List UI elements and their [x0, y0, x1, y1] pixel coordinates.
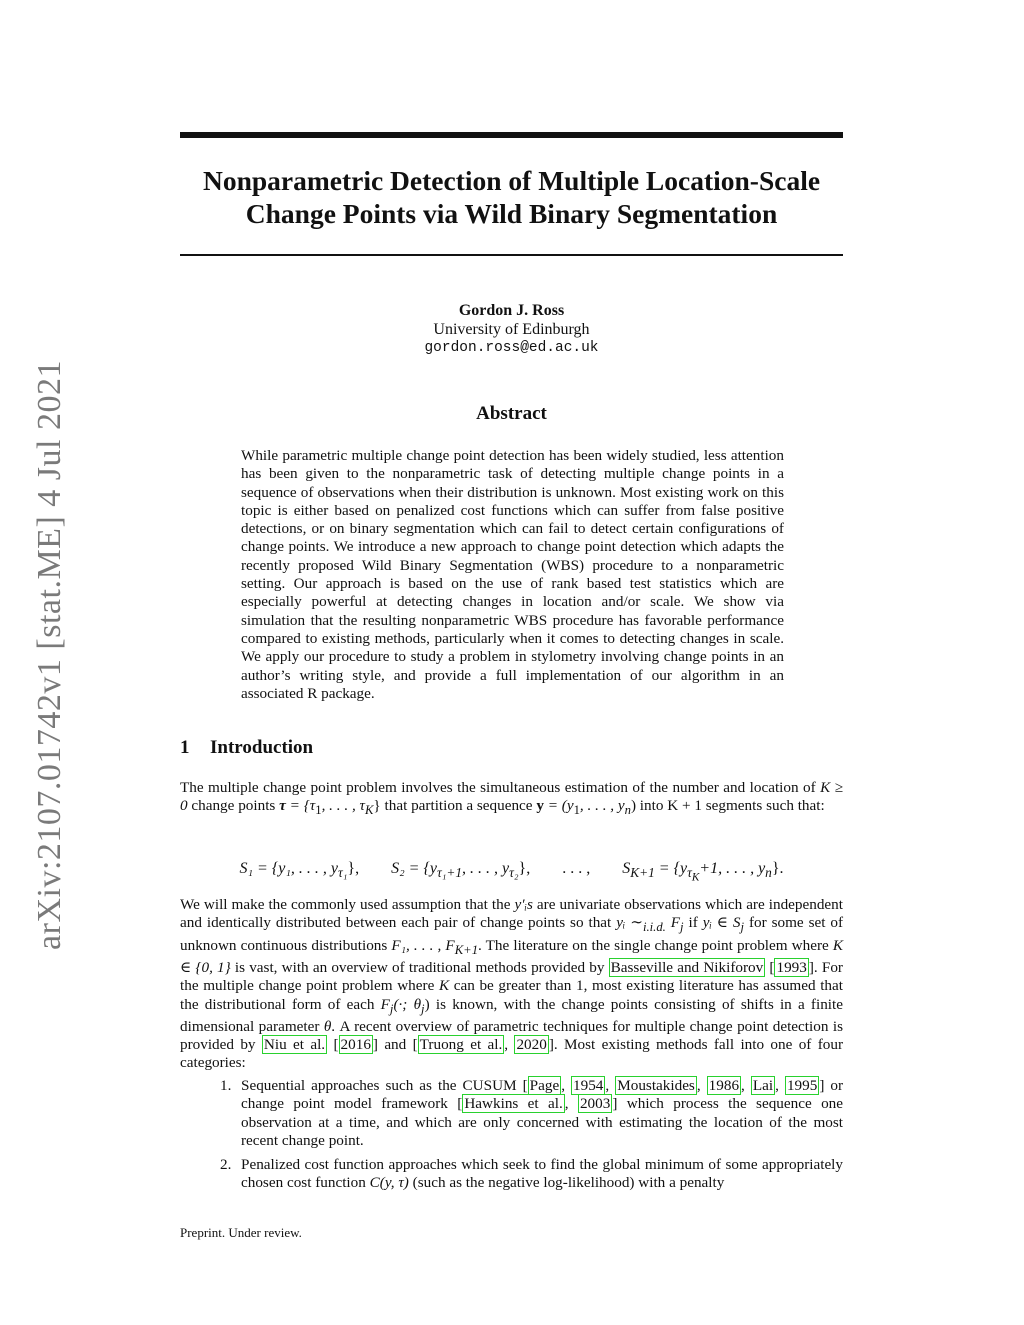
math-run: y — [536, 797, 544, 815]
section-title: Introduction — [210, 737, 314, 758]
eq-sub: τ₂ — [509, 865, 519, 881]
math-run: y′ᵢs — [514, 896, 533, 913]
paper-title — [180, 164, 843, 230]
math-sub: 1 — [573, 803, 580, 818]
list-marker: 1. — [220, 1077, 232, 1094]
eq-run: S — [622, 860, 631, 877]
eq-sub: n — [765, 865, 772, 881]
eq-run: , . . . , y — [462, 860, 510, 877]
text-run: are univariate observations which are independent and identically distributed between each pair of change points so that — [180, 896, 843, 932]
text-run: ) into K + 1 segments such that: — [630, 797, 825, 815]
citation-link[interactable]: Lai — [752, 1077, 774, 1094]
eq-sub: K — [691, 871, 700, 884]
math-sub: K+1 — [454, 942, 479, 957]
section-number: 1 — [180, 737, 190, 758]
intro-paragraph-2: We will make the commonly used assumption that the y′ᵢs are univariate observations which are independent and identically distributed between each pair of change points so that yᵢ $\sim_{i.i.d.}$ $F_j$ if yᵢ ∈ $S_j$ for some set of unknown continuous distributions F₁, . . . , $F_{K+1}$. The literature on the single change point problem where K ∈ {0, 1} is vast, with an overview of traditional methods provided by Basseville and Nikiforov [ 1993 ]. For the multiple change point problem where K can be greater than 1, most existing literature has assumed that the distributional form of each $F_j(\cdot$; $\theta_j$) is known, with the change points consisting of shifts in a finite dimensional parameter θ. A recent overview of parametric techniques for multiple change point detection is provided by Niu et al. [ 2016 ] and [ Truong et al. , 2020 ]. Most existing methods fall into one of four categories: — [180, 896, 844, 1072]
text-run: We will make the commonly used assumption that the — [180, 896, 515, 913]
text-run: . A recent overview of parametric techniques for multiple change point detection is provided by — [180, 1017, 843, 1054]
citation-year-link[interactable]: 2016 — [340, 1036, 371, 1054]
math-sub: j — [389, 1001, 394, 1016]
math-run: K ≥ 0 — [180, 779, 843, 815]
math-sub: n — [624, 803, 631, 818]
text-run: The multiple change point problem involves the simultaneous estimation of the number and location of — [180, 779, 821, 796]
math-run: K ∈ {0, 1} — [180, 936, 844, 976]
eq-run: }, — [518, 860, 531, 877]
text-run: or change point model framework [ — [241, 1077, 844, 1113]
text-run: and — [377, 1036, 413, 1054]
text-run: change points — [187, 797, 280, 815]
math-run: yᵢ ∈ S — [702, 914, 741, 932]
citation-link[interactable]: Niu et al. — [263, 1036, 326, 1054]
author-affiliation: University of Edinburgh — [433, 321, 590, 338]
list-item: 1. Sequential approaches such as the CUSUM [ Page , 1954 , Moustakides , 1986 , Lai , 1995 ] or change point model framework [ Hawkins et al. , 2003 ] which process the sequence one observation at a time, and which are only concerned with estimating the location of the most recent change point. — [220, 1077, 844, 1149]
text-run: Sequential approaches such as the CUSUM [ — [241, 1077, 528, 1094]
math-run: F — [380, 995, 390, 1013]
title-line-2: Change Points via Wild Binary Segmentation — [245, 198, 778, 229]
math-run: F₁, . . . , F — [391, 936, 455, 954]
citation-year-link[interactable]: 2003 — [579, 1095, 611, 1113]
citation-year-link[interactable]: 1986 — [708, 1077, 740, 1094]
math-sub: j — [740, 920, 745, 935]
list-marker: 2. — [220, 1156, 232, 1174]
author-email: gordon.ross@ed.ac.uk — [424, 340, 599, 356]
text-run: . The literature on the single change point problem where — [478, 936, 833, 954]
math-run: C(y, τ) — [369, 1174, 409, 1192]
text-run: Penalized cost function approaches which seek to find the global minimum of some appropriately chosen cost function — [241, 1156, 843, 1192]
eq-sub: τ₁ — [337, 865, 348, 881]
category-list — [180, 1077, 843, 1199]
eq-run: }, — [347, 860, 360, 877]
intro-paragraph-1 — [180, 779, 843, 820]
math-run: τ — [279, 797, 286, 815]
title-bottom-rule — [180, 254, 843, 256]
text-run: . For the multiple change point problem where — [180, 958, 843, 995]
author-name: Gordon J. Ross — [458, 302, 565, 319]
text-run: (such as the negative log-likelihood) with a penalty — [408, 1174, 725, 1192]
eq-run: S₂ = {y — [391, 860, 437, 877]
eq-sub: τ — [687, 865, 692, 881]
citation-year-link[interactable]: 1993 — [776, 958, 807, 976]
citation-link[interactable]: Hawkins et al. — [464, 1095, 563, 1113]
text-run: } that partition a sequence — [373, 797, 537, 815]
segments-equation — [180, 860, 843, 884]
text-run: which process the sequence one observation at a time, and which are only concerned with estimating the location of the most recent change point. — [241, 1095, 844, 1149]
math-sub: 1 — [315, 803, 322, 818]
eq-run: +1, . . . , y — [699, 860, 766, 877]
citation-link[interactable]: Moustakides — [617, 1077, 695, 1094]
math-run: F — [665, 914, 681, 932]
title-top-rule — [180, 132, 843, 138]
math-run: θ — [323, 1017, 332, 1035]
footer-note: Preprint. Under review. — [180, 1225, 302, 1240]
eq-run: S₁ = {y₁, . . . , y — [239, 860, 338, 877]
citation-year-link[interactable]: 1954 — [573, 1077, 604, 1094]
math-run: K — [438, 977, 450, 995]
math-sub: K — [364, 803, 374, 818]
math-run: , . . . , y — [579, 797, 625, 815]
eq-run: = {y — [654, 860, 688, 877]
citation-link[interactable]: Truong et al. — [419, 1036, 503, 1054]
citation-year-link[interactable]: 1995 — [786, 1077, 818, 1094]
title-line-1: Nonparametric Detection of Multiple Location-Scale — [202, 165, 821, 196]
math-run: = (y — [543, 797, 574, 815]
text-run: for some set of unknown continuous distributions — [180, 914, 844, 954]
math-sub: j — [680, 920, 684, 935]
eq-sub: τ₁+1 — [436, 865, 462, 881]
text-run: is known, with the change points consisting of shifts in a finite dimensional parameter — [180, 995, 843, 1035]
text-run: if — [683, 914, 703, 932]
citation-link[interactable]: Basseville and Nikiforov — [610, 958, 764, 976]
eq-run: . . . , — [562, 860, 591, 877]
math-run: , . . . , τ — [321, 797, 365, 815]
section-heading — [180, 737, 313, 759]
author-block — [180, 301, 843, 358]
math-run: = {τ — [285, 797, 316, 815]
list-item — [180, 1156, 843, 1193]
math-sub: i.i.d. — [642, 920, 666, 935]
abstract-heading: Abstract — [476, 403, 547, 424]
abstract-text: While parametric multiple change point detection has been widely studied, less attention has been given to the nonparametric task of detecting multiple change points in a sequence of observations when their distribution is unknown. Most existing work on this topic is either based on penalized cost functions which can suffer from false positive detections, or on binary segmentation which can fail to detect certain configurations of change points. We introduce a new approach to change point detection which adapts the recently proposed Wild Binary Segmentation (WBS) procedure to a nonparametric setting. Our approach is based on the use of rank based test statistics which are especially powerful at detecting changes in location and/or scale. We show via simulation that the resulting nonparametric WBS procedure has favorable performance compared to existing methods, particularly when it comes to detecting changes in scale. We apply our procedure to study a problem in stylometry involving change points in an author’s writing style, and provide a full implementation of our algorithm in an associated R package. — [241, 447, 784, 702]
math-run: yᵢ ∼ — [616, 914, 643, 932]
text-run: can be greater than 1, most existing literature has assumed that the distributional form of each — [180, 977, 843, 1013]
text-run: . Most existing methods fall into one of four categories: — [180, 1036, 844, 1072]
math-sub: j — [421, 1001, 425, 1016]
eq-run: }. — [771, 860, 784, 877]
citation-link[interactable]: Page — [529, 1077, 560, 1094]
math-run: (·; θ — [393, 995, 422, 1013]
citation-year-link[interactable]: 2020 — [516, 1036, 547, 1054]
text-run: is vast, with an overview of traditional methods provided by — [230, 958, 609, 976]
eq-sub: K+1 — [630, 865, 655, 881]
arxiv-id-text: arXiv:2107.01742v1 [stat.ME] 4 Jul 2021 — [31, 360, 68, 950]
math-run: ) — [424, 995, 430, 1013]
